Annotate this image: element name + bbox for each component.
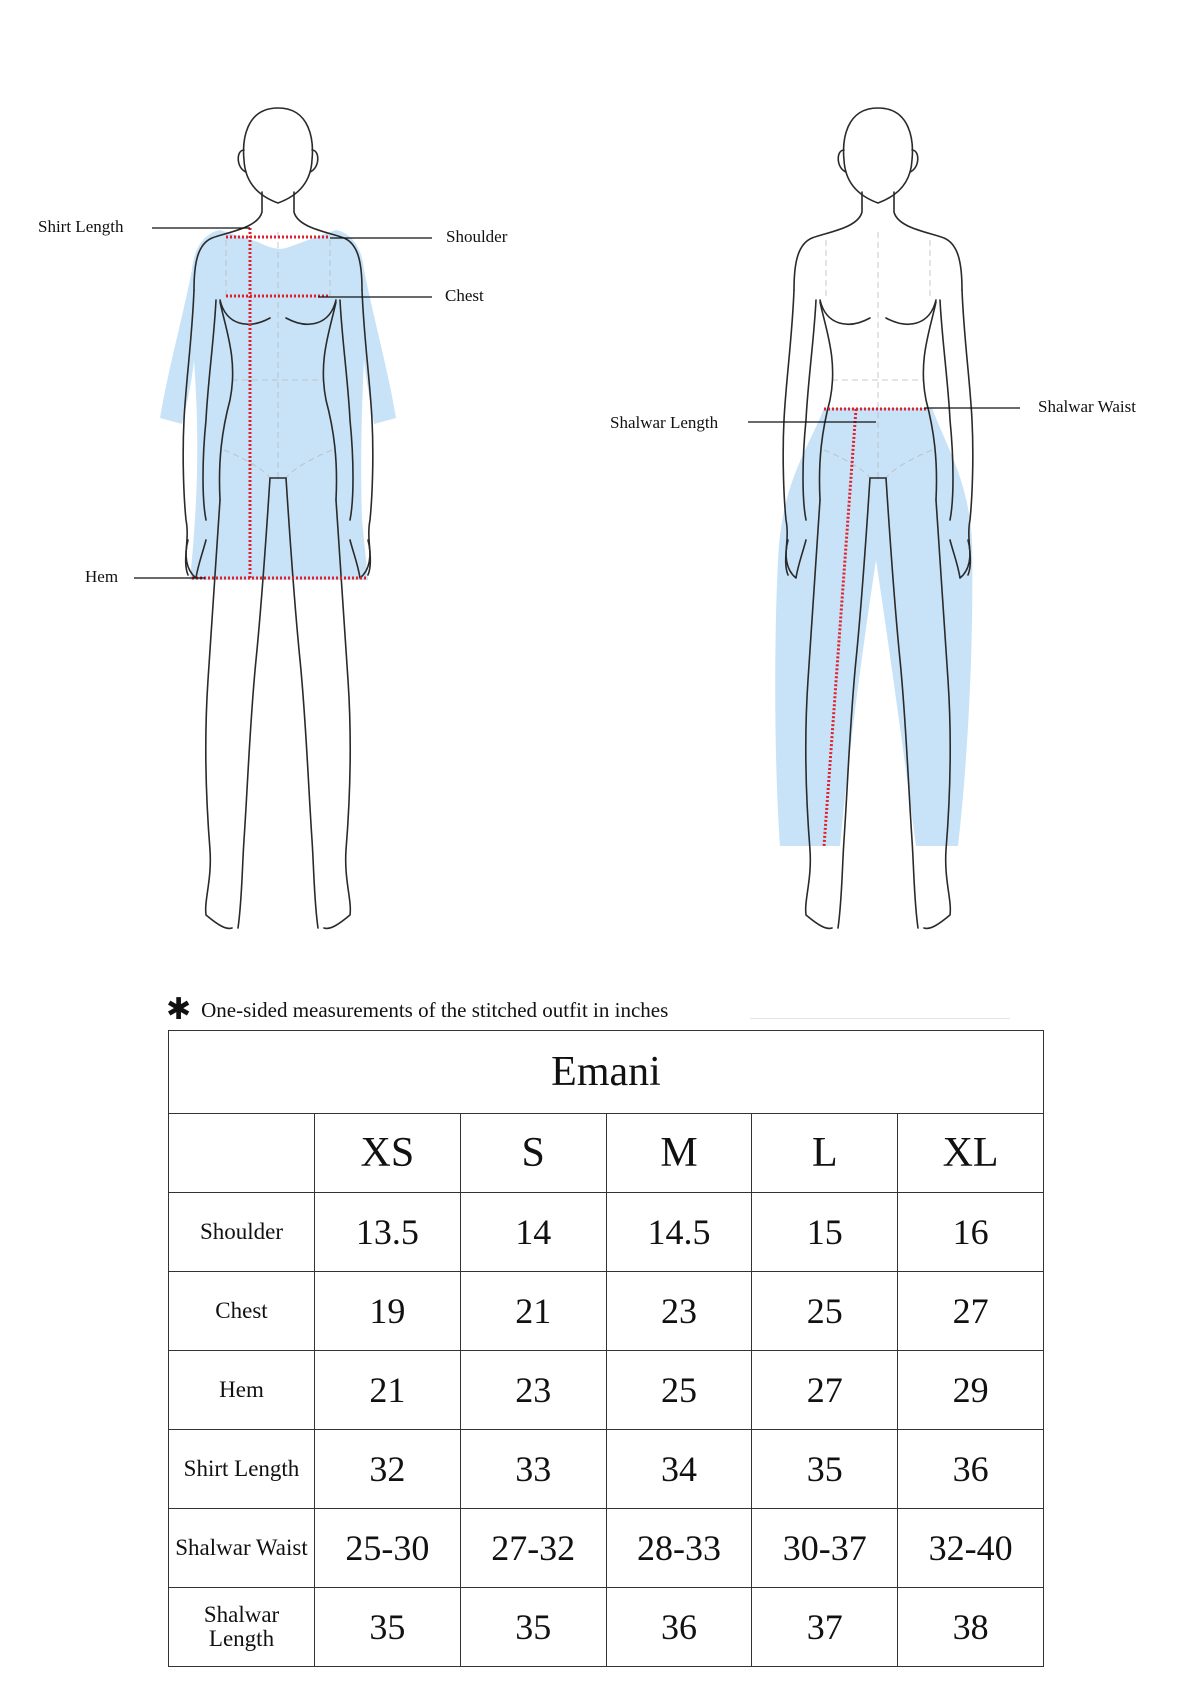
table-cell: 34 [606, 1430, 752, 1509]
table-cell: 35 [460, 1588, 606, 1667]
table-cell: 29 [898, 1351, 1044, 1430]
row-label: Shoulder [169, 1193, 315, 1272]
table-cell: 16 [898, 1193, 1044, 1272]
table-cell: 23 [606, 1272, 752, 1351]
table-cell: 13.5 [315, 1193, 461, 1272]
row-label: Shalwar Length [169, 1588, 315, 1667]
table-cell: 21 [460, 1272, 606, 1351]
brand-title: Emani [169, 1031, 1044, 1114]
table-row-hem [169, 1351, 1044, 1430]
table-cell: 15 [752, 1193, 898, 1272]
table-cell: 32 [315, 1430, 461, 1509]
size-header-m: M [606, 1114, 752, 1193]
table-row-shalwar-length [169, 1588, 1044, 1667]
table-cell: 25-30 [315, 1509, 461, 1588]
table-cell: 33 [460, 1430, 606, 1509]
front-figure [160, 108, 396, 928]
table-cell: 23 [460, 1351, 606, 1430]
table-row-shalwar-waist [169, 1509, 1044, 1588]
size-header-row [169, 1114, 1044, 1193]
label-shirt-length: Shirt Length [38, 217, 124, 236]
table-cell: 38 [898, 1588, 1044, 1667]
header-empty-cell [169, 1114, 315, 1193]
size-header-l: L [752, 1114, 898, 1193]
table-cell: 35 [315, 1588, 461, 1667]
row-label: Shalwar Waist [169, 1509, 315, 1588]
row-label: Hem [169, 1351, 315, 1430]
table-row-chest [169, 1272, 1044, 1351]
table-row-shoulder [169, 1193, 1044, 1272]
table-cell: 36 [898, 1430, 1044, 1509]
table-cell: 35 [752, 1430, 898, 1509]
table-cell: 19 [315, 1272, 461, 1351]
table-cell: 14 [460, 1193, 606, 1272]
table-row-shirt-length [169, 1430, 1044, 1509]
size-header-xs: XS [315, 1114, 461, 1193]
row-label: Shirt Length [169, 1430, 315, 1509]
table-cell: 27 [898, 1272, 1044, 1351]
label-shalwar-waist: Shalwar Waist [1038, 397, 1136, 416]
size-chart-table [168, 1030, 1044, 1667]
label-shalwar-length: Shalwar Length [610, 413, 719, 432]
label-hem: Hem [85, 567, 119, 586]
measurement-note [166, 992, 669, 1027]
table-cell: 14.5 [606, 1193, 752, 1272]
label-chest: Chest [445, 286, 484, 305]
table-cell: 21 [315, 1351, 461, 1430]
back-figure [775, 108, 973, 928]
table-cell: 25 [606, 1351, 752, 1430]
size-header-s: S [460, 1114, 606, 1193]
table-cell: 32-40 [898, 1509, 1044, 1588]
table-cell: 25 [752, 1272, 898, 1351]
note-text: One-sided measurements of the stitched outfit in inches [201, 997, 669, 1022]
table-cell: 27-32 [460, 1509, 606, 1588]
row-label: Chest [169, 1272, 315, 1351]
size-header-xl: XL [898, 1114, 1044, 1193]
label-shoulder: Shoulder [446, 227, 508, 246]
table-cell: 37 [752, 1588, 898, 1667]
table-cell: 30-37 [752, 1509, 898, 1588]
asterisk-icon: ✱ [166, 992, 192, 1027]
table-cell: 36 [606, 1588, 752, 1667]
divider [750, 1018, 1010, 1019]
table-cell: 28-33 [606, 1509, 752, 1588]
table-cell: 27 [752, 1351, 898, 1430]
